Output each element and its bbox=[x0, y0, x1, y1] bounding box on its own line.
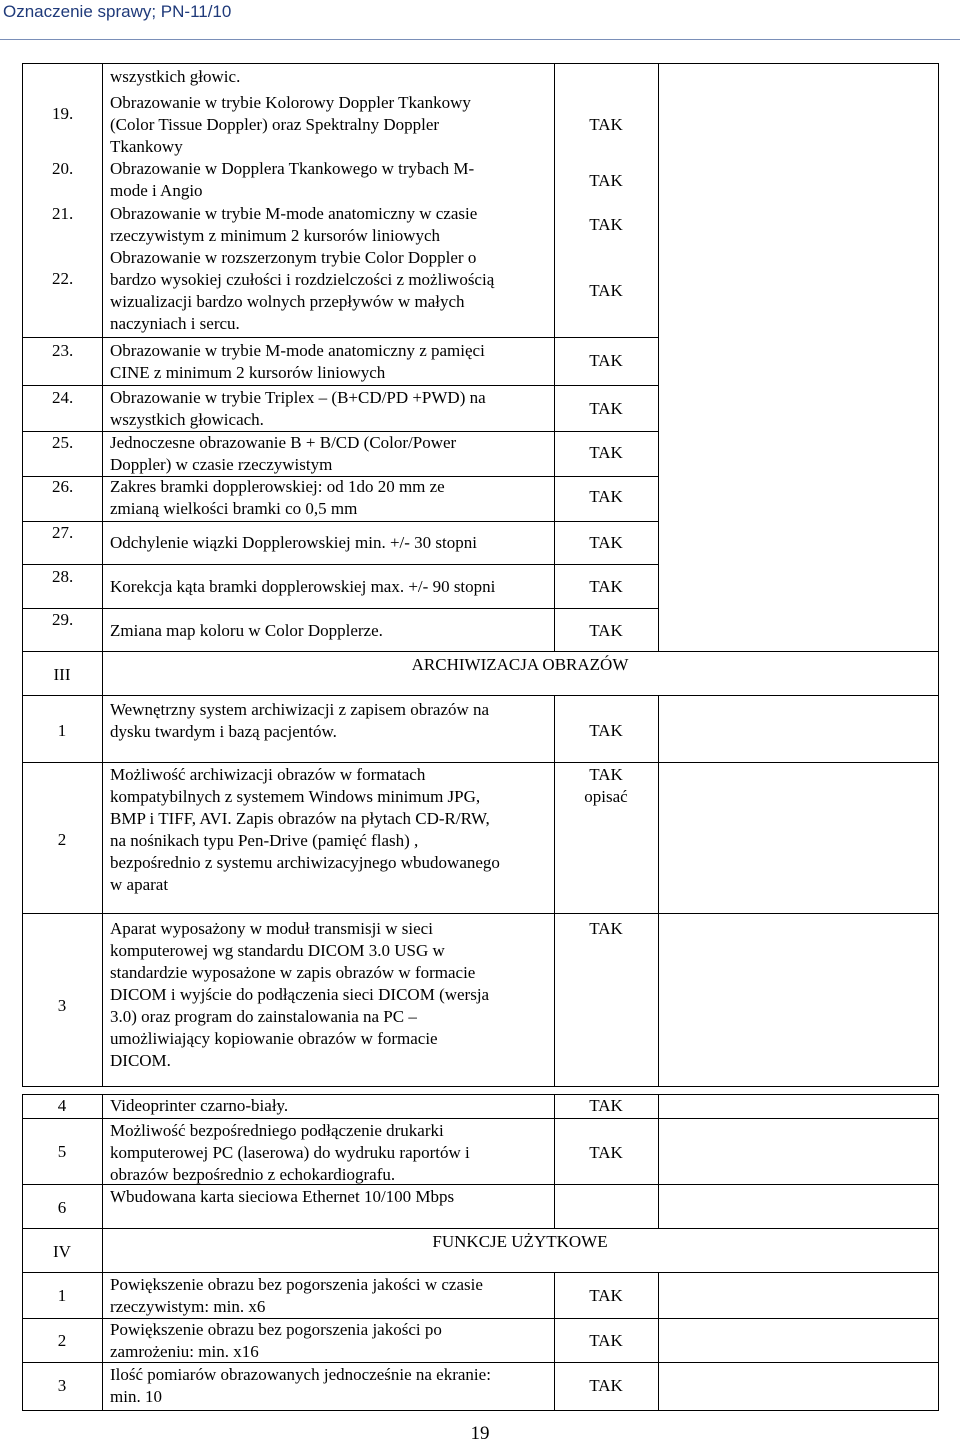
row-24-value: TAK bbox=[589, 399, 623, 418]
row-23-line-2: CINE z minimum 2 kursorów liniowych bbox=[110, 363, 386, 382]
archive-item-4-line-1: Videoprinter czarno-biały. bbox=[110, 1096, 289, 1115]
section-4-number: IV bbox=[53, 1242, 71, 1261]
row-22-line-1: Obrazowanie w rozszerzonym trybie Color Doppler o bbox=[110, 248, 477, 267]
document-header bbox=[0, 0, 960, 40]
row-20-value: TAK bbox=[589, 171, 623, 190]
archive-item-4-number: 4 bbox=[57, 1096, 67, 1115]
row-28-value: TAK bbox=[589, 577, 623, 596]
function-item-1-line-1: Powiększenie obrazu bez pogorszenia jakości w czasie bbox=[110, 1275, 483, 1294]
row-27-value: TAK bbox=[589, 533, 623, 552]
row-20-number: 20. bbox=[52, 159, 74, 178]
row-22-line-2: bardzo wysokiej czułości i rozdzielczości z możliwością bbox=[110, 270, 495, 289]
header-rule bbox=[0, 39, 960, 40]
archive-item-3-line-6: umożliwiający kopiowanie obrazów w formacie bbox=[110, 1029, 438, 1048]
function-item-3-number: 3 bbox=[57, 1376, 67, 1395]
archive-item-1-value: TAK bbox=[589, 721, 623, 740]
section-4-title: FUNKCJE UŻYTKOWE bbox=[432, 1232, 608, 1251]
archive-item-3-line-1: Aparat wyposażony w moduł transmisji w sieci bbox=[110, 919, 433, 938]
row-24-number: 24. bbox=[52, 388, 74, 407]
row-24-line-2: wszystkich głowicach. bbox=[110, 410, 264, 429]
archive-item-2-number: 2 bbox=[57, 830, 67, 849]
archive-item-2-line-3: BMP i TIFF, AVI. Zapis obrazów na płytach CD-R/RW, bbox=[110, 809, 490, 828]
row-29-value: TAK bbox=[589, 621, 623, 640]
row-23-line-1: Obrazowanie w trybie M-mode anatomiczny z pamięci bbox=[110, 341, 485, 360]
function-item-3-line-2: min. 10 bbox=[110, 1387, 162, 1406]
function-item-3-line-1: Ilość pomiarów obrazowanych jednocześnie na ekranie: bbox=[110, 1365, 491, 1384]
archive-item-5-value: TAK bbox=[589, 1143, 623, 1162]
function-item-1-number: 1 bbox=[57, 1286, 67, 1305]
archive-item-1-number: 1 bbox=[57, 721, 67, 740]
section-3-number: III bbox=[53, 665, 71, 684]
row-26-number: 26. bbox=[52, 477, 74, 496]
archive-item-3-line-7: DICOM. bbox=[110, 1051, 171, 1070]
archive-item-1-line-1: Wewnętrzny system archiwizacji z zapisem obrazów na bbox=[110, 700, 490, 719]
archive-item-5-line-1: Możliwość bezpośredniego podłączenie drukarki bbox=[110, 1121, 444, 1140]
row-26-line-2: zmianą wielkości bramki co 0,5 mm bbox=[110, 499, 358, 518]
row-25-value: TAK bbox=[589, 443, 623, 462]
archive-item-2-line-6: w aparat bbox=[110, 875, 169, 894]
function-item-2-line-2: zamrożeniu: min. x16 bbox=[110, 1342, 259, 1361]
function-item-2-number: 2 bbox=[57, 1331, 67, 1350]
archive-item-6-number: 6 bbox=[57, 1198, 67, 1217]
row-23-number: 23. bbox=[52, 341, 74, 360]
row-25-number: 25. bbox=[52, 433, 74, 452]
row-18-tail-text: wszystkich głowic. bbox=[110, 67, 241, 86]
archive-item-2-line-2: kompatybilnych z systemem Windows minimum JPG, bbox=[110, 787, 481, 806]
row-25-line-1: Jednoczesne obrazowanie B + B/CD (Color/Power bbox=[110, 433, 457, 452]
archive-item-3-line-5: 3.0) oraz program do zainstalowania na PC – bbox=[110, 1007, 417, 1026]
row-21-value: TAK bbox=[589, 215, 623, 234]
archive-item-3-number: 3 bbox=[57, 996, 67, 1015]
archive-item-5-line-3: obrazów bezpośrednio z echokardiografu. bbox=[110, 1165, 396, 1184]
row-29-number: 29. bbox=[52, 610, 74, 629]
function-item-2-value: TAK bbox=[589, 1331, 623, 1350]
archive-item-5-number: 5 bbox=[57, 1142, 67, 1161]
function-item-3-value: TAK bbox=[589, 1376, 623, 1395]
row-25-line-2: Doppler) w czasie rzeczywistym bbox=[110, 455, 333, 474]
archive-item-6-line-1: Wbudowana karta sieciowa Ethernet 10/100 Mbps bbox=[110, 1187, 455, 1206]
archive-item-3-line-2: komputerowej wg standardu DICOM 3.0 USG w bbox=[110, 941, 445, 960]
case-reference: Oznaczenie sprawy; PN-11/10 bbox=[3, 2, 232, 21]
row-21-line-2: rzeczywistym z minimum 2 kursorów liniowych bbox=[110, 226, 441, 245]
row-23-value: TAK bbox=[589, 351, 623, 370]
row-20-line-2: mode i Angio bbox=[110, 181, 203, 200]
archive-item-5-line-2: komputerowej PC (laserowa) do wydruku raportów i bbox=[110, 1143, 470, 1162]
archive-item-3-line-3: standardzie wyposażone w zapis obrazów w formacie bbox=[110, 963, 476, 982]
row-29-line-1: Zmiana map koloru w Color Dopplerze. bbox=[110, 621, 383, 640]
archive-item-2-value: TAK bbox=[589, 765, 623, 784]
row-22-value: TAK bbox=[589, 281, 623, 300]
function-item-1-line-2: rzeczywistym: min. x6 bbox=[110, 1297, 266, 1316]
row-28-number: 28. bbox=[52, 567, 74, 586]
archive-item-1-line-2: dysku twardym i bazą pacjentów. bbox=[110, 722, 337, 741]
row-20-line-1: Obrazowanie w Dopplera Tkankowego w trybach M- bbox=[110, 159, 475, 178]
page-number: 19 bbox=[470, 1423, 490, 1444]
row-19-line-3: Tkankowy bbox=[110, 137, 183, 156]
row-26-value: TAK bbox=[589, 487, 623, 506]
row-21-number: 21. bbox=[52, 204, 74, 223]
row-26-line-1: Zakres bramki dopplerowskiej: od 1do 20 mm ze bbox=[110, 477, 445, 496]
function-item-1-value: TAK bbox=[589, 1286, 623, 1305]
row-22-number: 22. bbox=[52, 269, 74, 288]
function-item-2-line-1: Powiększenie obrazu bez pogorszenia jakości po bbox=[110, 1320, 442, 1339]
row-22-line-4: naczyniach i sercu. bbox=[110, 314, 240, 333]
row-28-line-1: Korekcja kąta bramki dopplerowskiej max. +/- 90 stopni bbox=[110, 577, 496, 596]
row-27-number: 27. bbox=[52, 523, 74, 542]
archive-item-2-line-4: na nośnikach typu Pen-Drive (pamięć flash) , bbox=[110, 831, 419, 850]
row-24-line-1: Obrazowanie w trybie Triplex – (B+CD/PD +PWD) na bbox=[110, 388, 486, 407]
row-19-line-1: Obrazowanie w trybie Kolorowy Doppler Tkankowy bbox=[110, 93, 471, 112]
row-19-line-2: (Color Tissue Doppler) oraz Spektralny Doppler bbox=[110, 115, 440, 134]
row-27-line-1: Odchylenie wiązki Dopplerowskiej min. +/- 30 stopni bbox=[110, 533, 477, 552]
archive-item-2-line-5: bezpośrednio z systemu archiwizacyjnego wbudowanego bbox=[110, 853, 500, 872]
archive-item-2-note: opisać bbox=[584, 787, 628, 806]
row-19-number: 19. bbox=[52, 104, 74, 123]
archive-item-2-line-1: Możliwość archiwizacji obrazów w formatach bbox=[110, 765, 426, 784]
row-19-value: TAK bbox=[589, 115, 623, 134]
row-22-line-3: wizualizacji bardzo wolnych przepływów w małych bbox=[110, 292, 465, 311]
archive-item-3-value: TAK bbox=[589, 919, 623, 938]
archive-item-3-line-4: DICOM i wyjście do podłączenia sieci DICOM (wersja bbox=[110, 985, 490, 1004]
section-3-title: ARCHIWIZACJA OBRAZÓW bbox=[411, 655, 629, 674]
row-21-line-1: Obrazowanie w trybie M-mode anatomiczny w czasie bbox=[110, 204, 478, 223]
archive-item-4-value: TAK bbox=[589, 1096, 623, 1115]
